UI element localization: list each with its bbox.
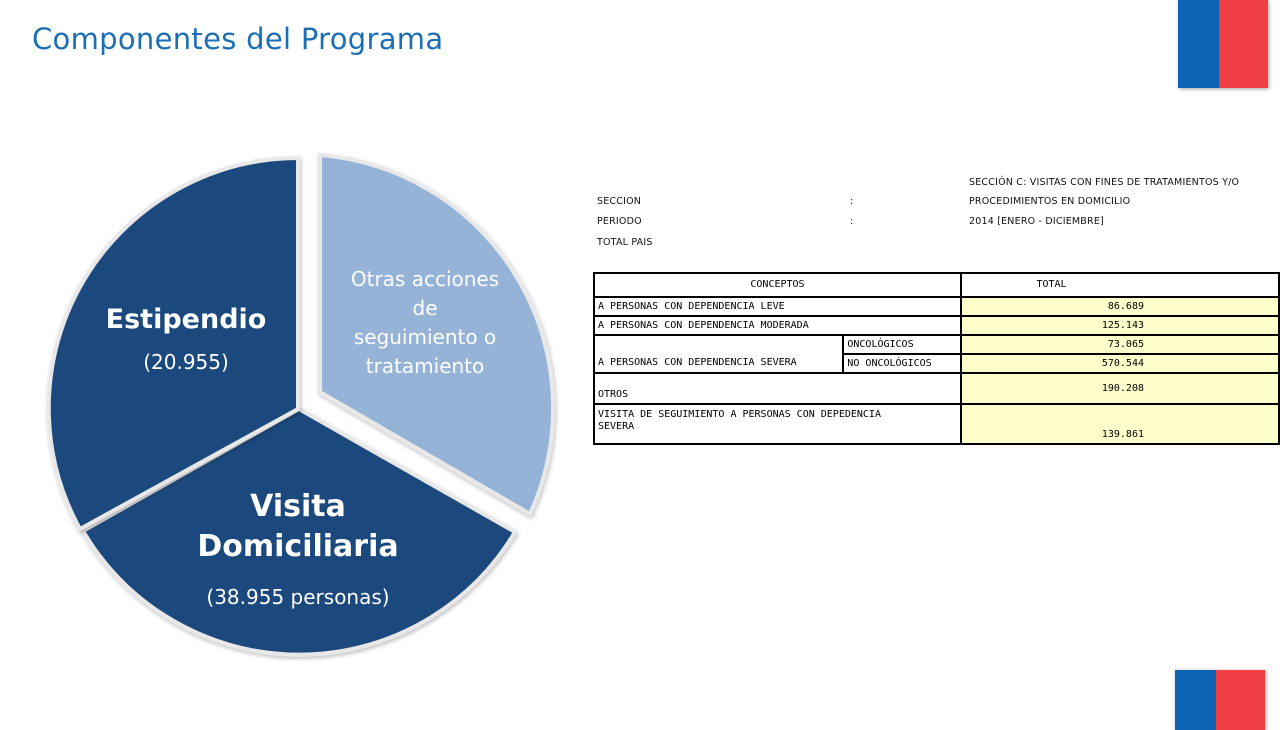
row-concept: A PERSONAS CON DEPENDENCIA MODERADA — [594, 316, 961, 335]
row-concept: OTROS — [594, 373, 961, 404]
row-subconcept: NO ONCOLÓGICOS — [843, 354, 961, 373]
table-header-row — [594, 273, 1279, 297]
row-total: 73.065 — [961, 335, 1279, 354]
visita-name-line1: Visita — [250, 489, 346, 524]
label-estipendio — [86, 302, 286, 378]
row-total: 139.861 — [961, 404, 1279, 444]
seccion-value-line1: SECCIÓN C: VISITAS CON FINES DE TRATAMIENTOS Y/O — [969, 177, 1240, 188]
flag-red-stripe — [1216, 670, 1265, 730]
flag-red-stripe — [1219, 0, 1268, 88]
concept-line: VISITA DE SEGUIMIENTO A PERSONAS CON DEPEDENCIA — [598, 409, 881, 420]
row-concept — [594, 404, 961, 444]
row-total: 86.689 — [961, 297, 1279, 316]
table-row — [594, 297, 1279, 316]
periodo-label: PERIODO — [597, 216, 642, 227]
seccion-label: SECCION — [597, 196, 642, 207]
seccion-value-line2: PROCEDIMIENTOS EN DOMICILIO — [969, 196, 1131, 207]
row-total: 125.143 — [961, 316, 1279, 335]
row-concept: A PERSONAS CON DEPENDENCIA SEVERA — [594, 335, 843, 373]
row-subconcept: ONCOLÓGICOS — [843, 335, 961, 354]
visita-value: (38.955 personas) — [206, 585, 390, 609]
table-row — [594, 316, 1279, 335]
periodo-sep: : — [850, 216, 854, 227]
estipendio-value: (20.955) — [143, 350, 229, 374]
label-line: de — [412, 296, 438, 320]
label-line: seguimiento o — [353, 325, 497, 349]
row-concept: A PERSONAS CON DEPENDENCIA LEVE — [594, 297, 961, 316]
header-total: TOTAL — [961, 273, 1279, 297]
label-line: tratamiento — [365, 354, 485, 378]
table-row — [594, 335, 1279, 354]
chile-flag-top — [1178, 0, 1268, 88]
estipendio-name: Estipendio — [105, 304, 267, 335]
seccion-sep: : — [850, 196, 854, 207]
chile-flag-bottom — [1175, 670, 1265, 730]
slide-title: Componentes del Programa — [32, 22, 444, 56]
row-total: 570.544 — [961, 354, 1279, 373]
header-concepts: CONCEPTOS — [594, 273, 961, 297]
total-pais: TOTAL PAIS — [597, 237, 653, 248]
table-row — [594, 373, 1279, 404]
row-total: 190.208 — [961, 373, 1279, 404]
concept-line: SEVERA — [598, 421, 635, 432]
table-row — [594, 404, 1279, 444]
periodo-value: 2014 [ENERO - DICIEMBRE] — [969, 216, 1104, 227]
label-otras-acciones — [330, 265, 520, 381]
label-line: Otras acciones — [350, 267, 500, 291]
label-visita-domiciliaria — [168, 487, 428, 611]
flag-blue-stripe — [1178, 0, 1219, 88]
visita-name-line2: Domiciliaria — [197, 529, 399, 564]
flag-blue-stripe — [1175, 670, 1216, 730]
concepts-table — [593, 272, 1280, 445]
